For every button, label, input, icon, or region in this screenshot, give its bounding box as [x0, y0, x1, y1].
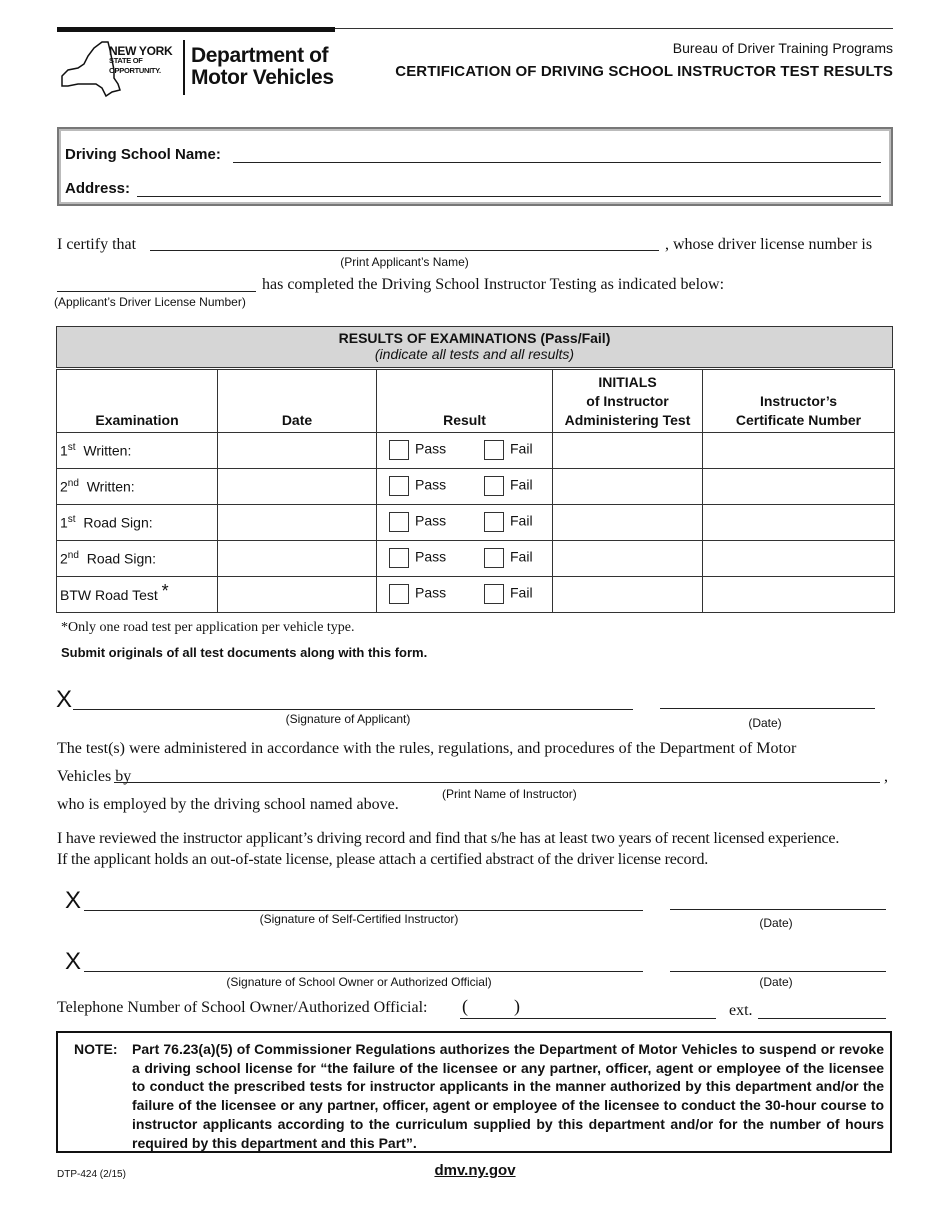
form-title: CERTIFICATION OF DRIVING SCHOOL INSTRUCTOR TEST RESULTS — [395, 63, 893, 80]
owner-signature-caption: (Signature of School Owner or Authorized Official) — [226, 975, 492, 989]
cert-number-cell[interactable] — [703, 505, 895, 541]
school-name-label: Driving School Name: — [65, 146, 221, 163]
fail-checkbox[interactable] — [484, 584, 504, 604]
table-row — [57, 505, 895, 541]
form-id: DTP-424 (2/15) — [57, 1169, 126, 1180]
review-line1: I have reviewed the instructor applicant’s driving record and find that s/he has at least two years of recent licensed experience. — [57, 830, 840, 847]
license-number-field[interactable] — [57, 291, 256, 292]
administered-line3: who is employed by the driving school named above. — [57, 796, 399, 813]
ext-field[interactable] — [758, 1018, 886, 1019]
initials-cell[interactable] — [553, 577, 703, 613]
col-cert-1: Instructor’s — [759, 393, 837, 409]
col-cert-2: Certificate Number — [735, 412, 862, 428]
bureau-name: Bureau of Driver Training Programs — [672, 40, 893, 56]
applicant-name-caption: (Print Applicant’s Name) — [340, 255, 469, 269]
table-row — [57, 433, 895, 469]
fail-checkbox[interactable] — [484, 476, 504, 496]
logo-sub2: OPPORTUNITY. — [109, 66, 161, 75]
completed-text: has completed the Driving School Instructor Testing as indicated below: — [262, 276, 725, 293]
submit-note: Submit originals of all test documents along with this form. — [61, 645, 428, 660]
instructor-name-field[interactable] — [114, 782, 880, 783]
instructor-signature-field[interactable] — [84, 910, 643, 911]
applicant-signature-caption: (Signature of Applicant) — [285, 712, 411, 726]
results-subtitle: (indicate all tests and all results) — [374, 346, 575, 362]
instructor-sign-x: X — [65, 887, 82, 914]
dept-line1: Department of — [191, 44, 329, 67]
fail-checkbox[interactable] — [484, 512, 504, 532]
date-cell[interactable] — [218, 433, 377, 469]
initials-cell[interactable] — [553, 541, 703, 577]
result-cell: Pass Fail — [377, 541, 553, 577]
administered-comma: , — [884, 768, 888, 785]
school-info-box — [57, 127, 893, 206]
fail-checkbox[interactable] — [484, 548, 504, 568]
result-cell: Pass Fail — [377, 433, 553, 469]
results-title: RESULTS OF EXAMINATIONS (Pass/Fail) — [338, 330, 611, 346]
note-text: Part 76.23(a)(5) of Commissioner Regulations authorizes the Department of Motor Vehicles to suspend or revoke a driving school license for “the failure of the licensee or any partner, officer, agent or employee of the licensee to conduct the prescribed tests for instructor applicants in the manner authorized by this department and/or the failure of the licensee or any partner, officer, agent or employee of the licensee to conduct the 30-hour course to instructor applicants according to the curriculum supplied by this department and/or for the number of hours required by this department and this Part”. — [132, 1041, 884, 1151]
owner-signature-field[interactable] — [84, 971, 643, 972]
instructor-date-field[interactable] — [670, 909, 886, 910]
exam-cell: 2nd Written: — [57, 469, 218, 505]
pass-checkbox[interactable] — [389, 440, 409, 460]
header-rule-thick — [57, 27, 335, 32]
table-row — [57, 469, 895, 505]
date-cell[interactable] — [218, 505, 377, 541]
date-cell[interactable] — [218, 469, 377, 505]
review-line2: If the applicant holds an out-of-state license, please attach a certified abstract of the driver license record. — [57, 851, 709, 868]
col-initials-3: Administering Test — [564, 412, 691, 428]
initials-cell[interactable] — [553, 433, 703, 469]
cert-number-cell[interactable] — [703, 541, 895, 577]
phone-label: Telephone Number of School Owner/Authorized Official: — [57, 999, 428, 1016]
result-cell: Pass Fail — [377, 577, 553, 613]
col-cert — [703, 370, 895, 433]
col-exam: Examination — [57, 370, 218, 433]
owner-date-field[interactable] — [670, 971, 886, 972]
owner-date-caption: (Date) — [759, 975, 793, 989]
applicant-date-field[interactable] — [660, 708, 875, 709]
school-name-field[interactable] — [233, 162, 881, 163]
result-cell: Pass Fail — [377, 469, 553, 505]
cert-number-cell[interactable] — [703, 433, 895, 469]
fail-checkbox[interactable] — [484, 440, 504, 460]
pass-checkbox[interactable] — [389, 548, 409, 568]
initials-cell[interactable] — [553, 469, 703, 505]
date-cell[interactable] — [218, 577, 377, 613]
col-initials — [553, 370, 703, 433]
logo-text — [109, 46, 172, 76]
owner-sign-x: X — [65, 948, 82, 975]
instructor-date-caption: (Date) — [759, 916, 793, 930]
col-date: Date — [218, 370, 377, 433]
instructor-name-caption: (Print Name of Instructor) — [442, 787, 577, 801]
note-box — [56, 1031, 892, 1153]
applicant-name-field[interactable] — [150, 250, 659, 251]
result-cell: Pass Fail — [377, 505, 553, 541]
department-name — [191, 45, 334, 89]
website-link[interactable]: dmv.ny.gov — [434, 1162, 516, 1179]
certify-prefix: I certify that — [57, 236, 137, 253]
logo-state: NEW YORK — [109, 44, 173, 58]
instructor-signature-caption: (Signature of Self-Certified Instructor) — [259, 912, 459, 926]
ext-label: ext. — [729, 1002, 753, 1019]
logo-divider — [183, 40, 185, 95]
administered-line2: Vehicles by — [57, 768, 132, 785]
header-rule-thin — [335, 28, 893, 29]
certify-suffix: , whose driver license number is — [665, 236, 873, 253]
col-result: Result — [377, 370, 553, 433]
table-row — [57, 541, 895, 577]
phone-paren-close: ) — [514, 996, 520, 1016]
applicant-date-caption: (Date) — [748, 716, 782, 730]
logo-sub1: STATE OF — [109, 56, 143, 65]
pass-checkbox[interactable] — [389, 476, 409, 496]
results-header — [56, 326, 893, 368]
applicant-signature-field[interactable] — [73, 709, 633, 710]
initials-cell[interactable] — [553, 505, 703, 541]
date-cell[interactable] — [218, 541, 377, 577]
cert-number-cell[interactable] — [703, 469, 895, 505]
exam-cell: BTW Road Test * — [57, 577, 218, 613]
results-header-row — [57, 370, 895, 433]
table-row — [57, 577, 895, 613]
cert-number-cell[interactable] — [703, 577, 895, 613]
col-initials-1: INITIALS — [598, 374, 657, 390]
exam-cell: 2nd Road Sign: — [57, 541, 218, 577]
phone-field[interactable] — [460, 1018, 716, 1019]
dept-line2: Motor Vehicles — [191, 66, 334, 89]
license-caption: (Applicant’s Driver License Number) — [54, 295, 246, 309]
address-label: Address: — [65, 180, 131, 197]
road-test-footnote: *Only one road test per application per vehicle type. — [61, 620, 355, 635]
administered-line1: The test(s) were administered in accordance with the rules, regulations, and procedures of the Department of Motor — [57, 740, 797, 757]
applicant-sign-x: X — [56, 686, 73, 713]
address-field[interactable] — [137, 196, 881, 197]
pass-checkbox[interactable] — [389, 512, 409, 532]
exam-cell: 1st Road Sign: — [57, 505, 218, 541]
exam-cell: 1st Written: — [57, 433, 218, 469]
col-initials-2: of Instructor — [586, 393, 669, 409]
results-table — [56, 369, 895, 613]
note-label: NOTE: — [74, 1041, 118, 1057]
phone-paren-open: ( — [462, 996, 468, 1016]
pass-checkbox[interactable] — [389, 584, 409, 604]
